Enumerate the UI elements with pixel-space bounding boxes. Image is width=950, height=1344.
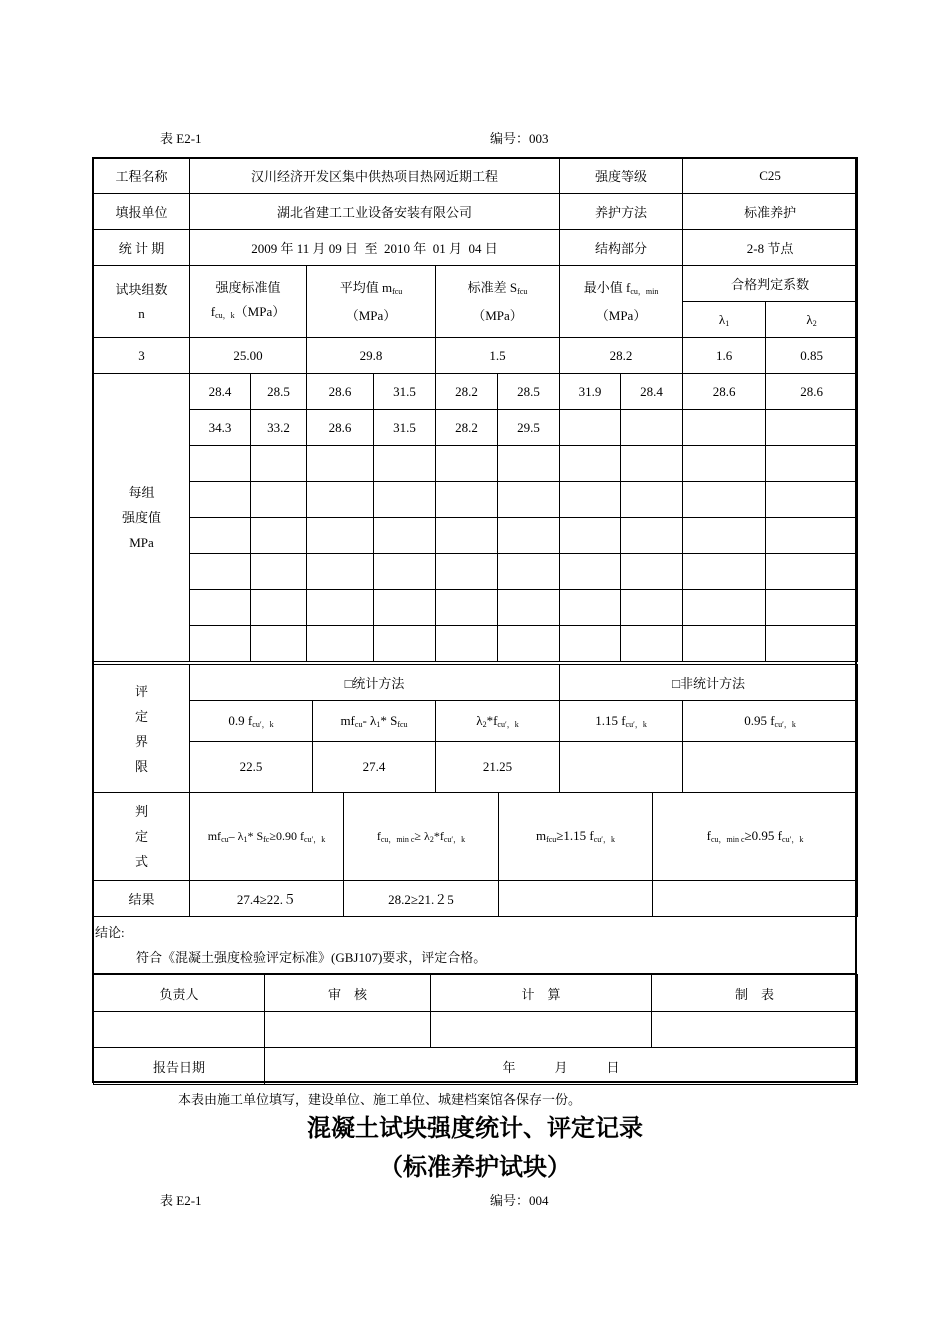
info-stats-table bbox=[93, 157, 858, 662]
strength-cell bbox=[307, 518, 374, 554]
review-label: 审 核 bbox=[265, 975, 431, 1012]
group-count-header: 试块组数 n bbox=[94, 266, 190, 338]
strength-cell bbox=[190, 554, 251, 590]
strength-cell: 29.5 bbox=[498, 410, 560, 446]
responsible-signature bbox=[94, 1012, 265, 1048]
strength-cell bbox=[621, 482, 683, 518]
strength-cell bbox=[190, 518, 251, 554]
strength-cell: 31.5 bbox=[374, 374, 436, 410]
judgement-formula-3: $m_{fcu}\ge 1.15$ $f_{cu',k}$ bbox=[499, 793, 653, 881]
std-dev-value: 1.5 bbox=[436, 338, 560, 374]
lambda1-value: 1.6 bbox=[683, 338, 766, 374]
strength-cell bbox=[560, 518, 621, 554]
strength-cell bbox=[560, 446, 621, 482]
lambda1-header: $\lambda_1$ bbox=[683, 302, 766, 338]
next-form-number: 表 E2-1 bbox=[160, 1193, 202, 1208]
strength-cell bbox=[190, 446, 251, 482]
strength-cell bbox=[436, 446, 498, 482]
strength-cell bbox=[190, 590, 251, 626]
strength-cell bbox=[498, 518, 560, 554]
strength-cell bbox=[374, 518, 436, 554]
strength-cell bbox=[307, 626, 374, 662]
strength-cell bbox=[560, 482, 621, 518]
strength-cell bbox=[766, 590, 858, 626]
statistics-period-value: 2009 年 11 月 09 日 至 2010 年 01 月 04 日 bbox=[190, 230, 560, 266]
strength-cell bbox=[436, 590, 498, 626]
limit-value-4 bbox=[560, 742, 683, 793]
mean-value: 29.8 bbox=[307, 338, 436, 374]
next-page-subtitle: （标准养护试块） bbox=[379, 1153, 571, 1181]
strength-cell bbox=[683, 482, 766, 518]
review-signature bbox=[265, 1012, 431, 1048]
limit-value-5 bbox=[683, 742, 858, 793]
prepared-by-signature bbox=[652, 1012, 858, 1048]
strength-cell bbox=[560, 410, 621, 446]
statistical-method-option[interactable]: □统计方法 bbox=[190, 665, 560, 701]
coefficient-header: 合格判定系数 bbox=[683, 266, 858, 302]
strength-cell bbox=[498, 446, 560, 482]
report-date-label: 报告日期 bbox=[94, 1048, 265, 1085]
strength-cell: 28.6 bbox=[307, 374, 374, 410]
strength-cell bbox=[766, 446, 858, 482]
standard-strength-value: 25.00 bbox=[190, 338, 307, 374]
project-name-label: 工程名称 bbox=[94, 158, 190, 194]
result-value-1: 27.4≥22.５ bbox=[190, 881, 344, 917]
serial-number: 编号：003 bbox=[490, 131, 549, 146]
conclusion-label: 结论: bbox=[95, 925, 125, 940]
limit-formula-5: 0.95 $f_{cu',k}$ bbox=[683, 701, 858, 742]
limit-formula-2: $mf_{cu}-$ $\lambda_1*$ $S_{fcu}$ bbox=[313, 701, 436, 742]
lambda2-value: 0.85 bbox=[766, 338, 858, 374]
strength-cell bbox=[683, 410, 766, 446]
non-statistical-method-option[interactable]: □非统计方法 bbox=[560, 665, 858, 701]
strength-cell bbox=[621, 554, 683, 590]
reporting-unit-value: 湖北省建工工业设备安装有限公司 bbox=[190, 194, 560, 230]
strength-cell bbox=[766, 482, 858, 518]
strength-cell bbox=[560, 626, 621, 662]
curing-method-label: 养护方法 bbox=[560, 194, 683, 230]
limit-value-3: 21.25 bbox=[436, 742, 560, 793]
strength-cell bbox=[307, 446, 374, 482]
responsible-label: 负责人 bbox=[94, 975, 265, 1012]
strength-cell: 28.5 bbox=[498, 374, 560, 410]
form-number: 表 E2-1 bbox=[160, 131, 202, 146]
strength-cell bbox=[498, 626, 560, 662]
strength-cell bbox=[307, 590, 374, 626]
strength-cell bbox=[498, 590, 560, 626]
mean-header: 平均值 $m_{fcu}$ （MPa） bbox=[307, 266, 436, 338]
limits-label: 评 定 界 限 bbox=[94, 665, 190, 793]
strength-cell: 33.2 bbox=[251, 410, 307, 446]
strength-cell bbox=[683, 446, 766, 482]
strength-cell: 28.4 bbox=[190, 374, 251, 410]
strength-grade-label: 强度等级 bbox=[560, 158, 683, 194]
strength-cell bbox=[374, 590, 436, 626]
strength-cell bbox=[621, 590, 683, 626]
strength-cell bbox=[190, 482, 251, 518]
strength-cell bbox=[498, 554, 560, 590]
strength-cell bbox=[560, 554, 621, 590]
conclusion-box bbox=[93, 916, 857, 974]
judgement-formula-2: $f_{cu,min c}\ge \lambda_2*f_{cu',k}$ bbox=[344, 793, 499, 881]
strength-cell bbox=[683, 554, 766, 590]
strength-cell bbox=[560, 590, 621, 626]
strength-cell: 34.3 bbox=[190, 410, 251, 446]
structure-part-value: 2-8 节点 bbox=[683, 230, 858, 266]
strength-cell bbox=[251, 554, 307, 590]
strength-cell bbox=[621, 626, 683, 662]
strength-cell bbox=[307, 554, 374, 590]
strength-cell bbox=[766, 410, 858, 446]
strength-cell bbox=[307, 482, 374, 518]
strength-cell: 31.5 bbox=[374, 410, 436, 446]
strength-cell bbox=[190, 626, 251, 662]
strength-cell: 28.2 bbox=[436, 374, 498, 410]
prepared-by-label: 制 表 bbox=[652, 975, 858, 1012]
group-strength-label: 每组 强度值 MPa bbox=[94, 374, 190, 662]
signoff-table bbox=[93, 974, 858, 1085]
result-label: 结果 bbox=[94, 881, 190, 917]
limit-formula-1: 0.9 $f_{cu',k}$ bbox=[190, 701, 313, 742]
strength-cell bbox=[436, 626, 498, 662]
strength-cell: 28.4 bbox=[621, 374, 683, 410]
limits-table bbox=[93, 664, 858, 793]
std-dev-header: 标准差 $S_{fcu}$ （MPa） bbox=[436, 266, 560, 338]
judgement-formula-4: $f_{cu,min c}\ge 0.95$ $f_{cu',k}$ bbox=[653, 793, 858, 881]
standard-strength-header: 强度标准值 $f_{cu,k}(MPa)$ bbox=[190, 266, 307, 338]
next-serial-number: 编号：004 bbox=[490, 1193, 549, 1208]
strength-cell bbox=[251, 518, 307, 554]
strength-cell bbox=[766, 554, 858, 590]
strength-cell bbox=[683, 626, 766, 662]
strength-cell: 28.6 bbox=[683, 374, 766, 410]
strength-cell bbox=[251, 626, 307, 662]
report-date-value: 年 月 日 bbox=[265, 1048, 858, 1085]
strength-cell bbox=[436, 482, 498, 518]
strength-cell bbox=[621, 410, 683, 446]
minimum-header: 最小值 $f_{cu,min}$ （MPa） bbox=[560, 266, 683, 338]
strength-cell bbox=[374, 446, 436, 482]
strength-cell bbox=[621, 446, 683, 482]
strength-cell bbox=[374, 554, 436, 590]
limit-value-1: 22.5 bbox=[190, 742, 313, 793]
footer-note: 本表由施工单位填写，建设单位、施工单位、城建档案馆各保存一份。 bbox=[178, 1092, 582, 1107]
strength-cell: 31.9 bbox=[560, 374, 621, 410]
limit-formula-3: $\lambda_2*f_{cu',k}$ bbox=[436, 701, 560, 742]
limit-formula-4: 1.15 $f_{cu',k}$ bbox=[560, 701, 683, 742]
judgement-label: 判 定 式 bbox=[94, 793, 190, 881]
strength-cell bbox=[766, 626, 858, 662]
reporting-unit-label: 填报单位 bbox=[94, 194, 190, 230]
project-name-value: 汉川经济开发区集中供热项目热网近期工程 bbox=[190, 158, 560, 194]
calculation-label: 计 算 bbox=[431, 975, 652, 1012]
strength-cell: 28.6 bbox=[307, 410, 374, 446]
limit-value-2: 27.4 bbox=[313, 742, 436, 793]
strength-cell: 28.2 bbox=[436, 410, 498, 446]
strength-cell bbox=[683, 590, 766, 626]
curing-method-value: 标准养护 bbox=[683, 194, 858, 230]
judgement-formula-1: $mf_{cu}-$ $\lambda_1*$ $S_{fc}\ge 0.90$ $f_{cu',k}$ bbox=[190, 793, 344, 881]
strength-cell bbox=[436, 518, 498, 554]
result-value-2: 28.2≥21.２5 bbox=[344, 881, 499, 917]
strength-cell bbox=[766, 518, 858, 554]
structure-part-label: 结构部分 bbox=[560, 230, 683, 266]
lambda2-header: $\lambda_2$ bbox=[766, 302, 858, 338]
result-value-3 bbox=[499, 881, 653, 917]
strength-cell bbox=[251, 446, 307, 482]
conclusion-text: 符合《混凝土强度检验评定标准》(GBJ107)要求，评定合格。 bbox=[136, 950, 487, 965]
strength-cell bbox=[621, 518, 683, 554]
next-page-title: 混凝土试块强度统计、评定记录 bbox=[307, 1114, 643, 1142]
strength-cell: 28.6 bbox=[766, 374, 858, 410]
statistics-period-label: 统 计 期 bbox=[94, 230, 190, 266]
strength-grade-value: C25 bbox=[683, 158, 858, 194]
strength-cell: 28.5 bbox=[251, 374, 307, 410]
strength-cell bbox=[498, 482, 560, 518]
strength-cell bbox=[683, 518, 766, 554]
calculation-signature bbox=[431, 1012, 652, 1048]
strength-cell bbox=[251, 590, 307, 626]
strength-cell bbox=[374, 626, 436, 662]
judgement-table bbox=[93, 792, 858, 917]
minimum-value: 28.2 bbox=[560, 338, 683, 374]
group-count-value: 3 bbox=[94, 338, 190, 374]
result-value-4 bbox=[653, 881, 858, 917]
strength-cell bbox=[436, 554, 498, 590]
strength-cell bbox=[251, 482, 307, 518]
strength-cell bbox=[374, 482, 436, 518]
